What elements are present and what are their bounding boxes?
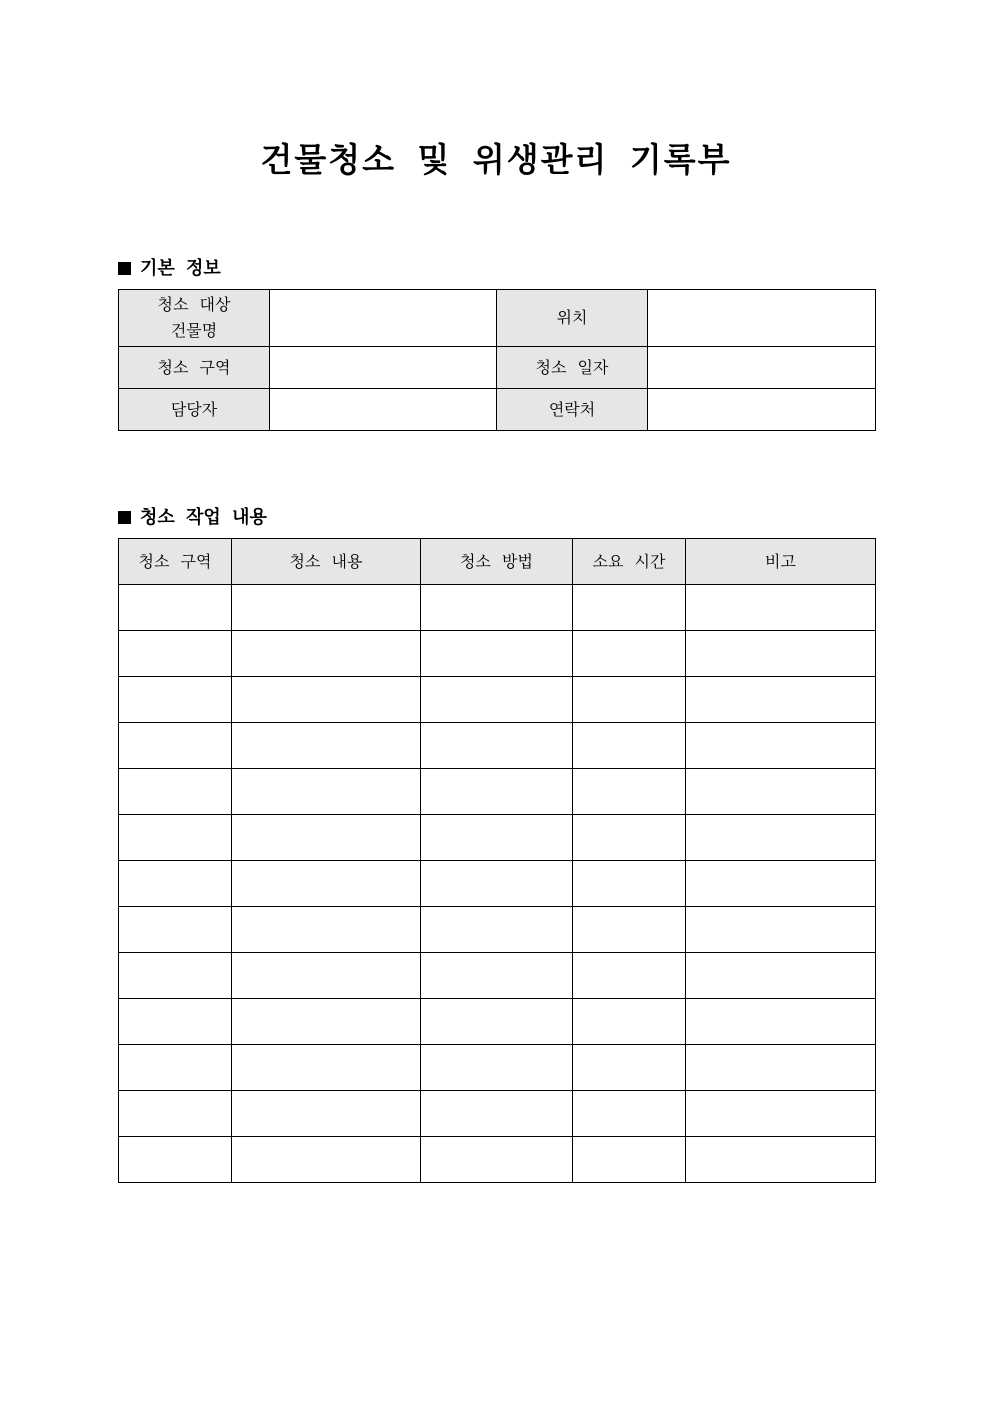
area-cell[interactable] (119, 953, 232, 999)
content-cell[interactable] (232, 1137, 421, 1183)
work-heading-text: 청소 작업 내용 (140, 507, 267, 528)
content-cell[interactable] (232, 1091, 421, 1137)
method-cell[interactable] (421, 585, 573, 631)
method-cell[interactable] (421, 677, 573, 723)
table-row (119, 1091, 876, 1137)
area-cell[interactable] (119, 999, 232, 1045)
area-cell[interactable] (119, 723, 232, 769)
table-row (119, 631, 876, 677)
basic-info-heading (118, 254, 221, 280)
method-cell[interactable] (421, 861, 573, 907)
area-cell[interactable] (119, 1045, 232, 1091)
remarks-cell[interactable] (686, 677, 876, 723)
table-row (119, 585, 876, 631)
square-bullet-icon (118, 262, 131, 275)
method-cell[interactable] (421, 907, 573, 953)
basic-info-table (118, 289, 876, 431)
area-cell[interactable] (119, 585, 232, 631)
method-cell[interactable] (421, 815, 573, 861)
remarks-cell[interactable] (686, 1091, 876, 1137)
area-cell[interactable] (119, 769, 232, 815)
remarks-cell[interactable] (686, 815, 876, 861)
column-header-area: 청소 구역 (119, 539, 232, 585)
cleaning-area-field[interactable] (270, 347, 497, 389)
duration-cell[interactable] (573, 999, 686, 1045)
table-row (119, 907, 876, 953)
cleaning-date-field[interactable] (648, 347, 876, 389)
area-cell[interactable] (119, 677, 232, 723)
table-row (119, 677, 876, 723)
method-cell[interactable] (421, 953, 573, 999)
remarks-cell[interactable] (686, 1045, 876, 1091)
table-row (119, 815, 876, 861)
method-cell[interactable] (421, 1091, 573, 1137)
remarks-cell[interactable] (686, 723, 876, 769)
duration-cell[interactable] (573, 953, 686, 999)
duration-cell[interactable] (573, 723, 686, 769)
method-cell[interactable] (421, 999, 573, 1045)
basic-info-heading-text: 기본 정보 (140, 258, 221, 279)
square-bullet-icon (118, 511, 131, 524)
duration-cell[interactable] (573, 861, 686, 907)
manager-field[interactable] (270, 389, 497, 431)
content-cell[interactable] (232, 1045, 421, 1091)
content-cell[interactable] (232, 861, 421, 907)
location-label: 위치 (497, 290, 648, 347)
content-cell[interactable] (232, 953, 421, 999)
area-cell[interactable] (119, 1091, 232, 1137)
column-header-duration: 소요 시간 (573, 539, 686, 585)
duration-cell[interactable] (573, 1045, 686, 1091)
area-cell[interactable] (119, 631, 232, 677)
duration-cell[interactable] (573, 1137, 686, 1183)
remarks-cell[interactable] (686, 769, 876, 815)
content-cell[interactable] (232, 815, 421, 861)
duration-cell[interactable] (573, 585, 686, 631)
column-header-remarks: 비고 (686, 539, 876, 585)
method-cell[interactable] (421, 769, 573, 815)
remarks-cell[interactable] (686, 1137, 876, 1183)
building-name-label-line2: 건물명 (170, 321, 218, 340)
building-name-label-line1: 청소 대상 (157, 295, 231, 314)
content-cell[interactable] (232, 999, 421, 1045)
remarks-cell[interactable] (686, 861, 876, 907)
content-cell[interactable] (232, 723, 421, 769)
remarks-cell[interactable] (686, 585, 876, 631)
contact-label: 연락처 (497, 389, 648, 431)
building-name-field[interactable] (270, 290, 497, 347)
basic-info-row (119, 347, 876, 389)
column-header-method: 청소 방법 (421, 539, 573, 585)
table-row (119, 999, 876, 1045)
method-cell[interactable] (421, 723, 573, 769)
table-row (119, 723, 876, 769)
remarks-cell[interactable] (686, 999, 876, 1045)
remarks-cell[interactable] (686, 631, 876, 677)
basic-info-row (119, 389, 876, 431)
manager-label: 담당자 (119, 389, 270, 431)
table-row (119, 861, 876, 907)
content-cell[interactable] (232, 907, 421, 953)
method-cell[interactable] (421, 631, 573, 677)
content-cell[interactable] (232, 677, 421, 723)
location-field[interactable] (648, 290, 876, 347)
cleaning-date-label: 청소 일자 (497, 347, 648, 389)
basic-info-row (119, 290, 876, 347)
table-row (119, 1137, 876, 1183)
content-cell[interactable] (232, 631, 421, 677)
work-header-row (119, 539, 876, 585)
building-name-label (119, 290, 270, 347)
duration-cell[interactable] (573, 815, 686, 861)
duration-cell[interactable] (573, 677, 686, 723)
table-row (119, 769, 876, 815)
method-cell[interactable] (421, 1045, 573, 1091)
content-cell[interactable] (232, 585, 421, 631)
duration-cell[interactable] (573, 1091, 686, 1137)
area-cell[interactable] (119, 815, 232, 861)
column-header-content: 청소 내용 (232, 539, 421, 585)
table-row (119, 1045, 876, 1091)
remarks-cell[interactable] (686, 953, 876, 999)
area-cell[interactable] (119, 861, 232, 907)
remarks-cell[interactable] (686, 907, 876, 953)
content-cell[interactable] (232, 769, 421, 815)
work-table (118, 538, 876, 1183)
duration-cell[interactable] (573, 769, 686, 815)
cleaning-area-label: 청소 구역 (119, 347, 270, 389)
document-title: 건물청소 및 위생관리 기록부 (260, 140, 732, 179)
duration-cell[interactable] (573, 907, 686, 953)
area-cell[interactable] (119, 907, 232, 953)
method-cell[interactable] (421, 1137, 573, 1183)
work-heading (118, 503, 267, 529)
contact-field[interactable] (648, 389, 876, 431)
table-row (119, 953, 876, 999)
duration-cell[interactable] (573, 631, 686, 677)
area-cell[interactable] (119, 1137, 232, 1183)
